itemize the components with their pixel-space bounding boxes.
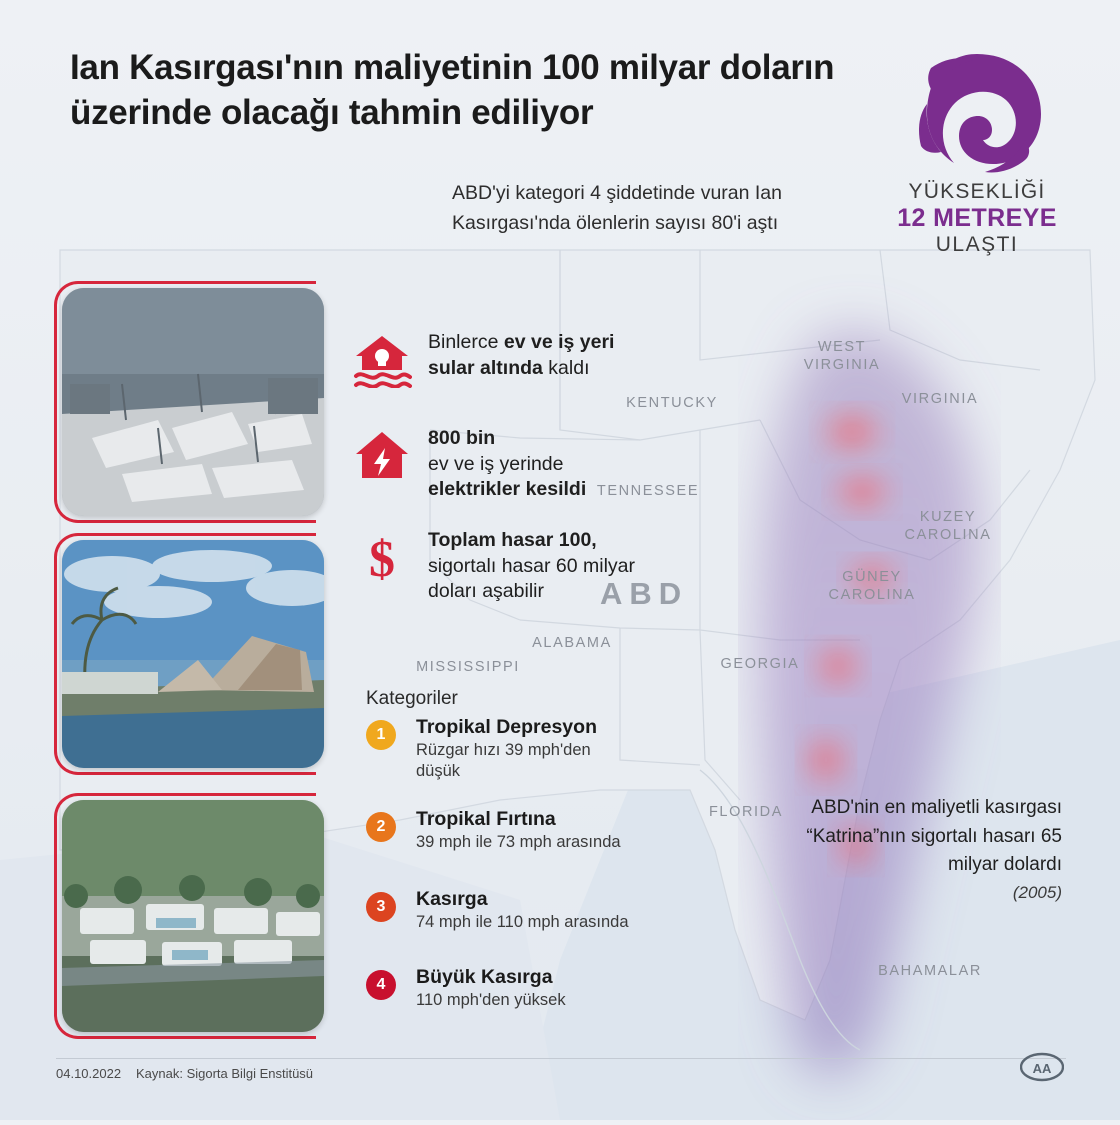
dollar-icon bbox=[352, 530, 412, 586]
photo-boats-debris-image bbox=[62, 288, 324, 516]
category-badge-4: 4 bbox=[366, 970, 396, 1000]
svg-text:$: $ bbox=[369, 531, 395, 586]
svg-text:AA: AA bbox=[1032, 1061, 1052, 1076]
category-name-1: Tropikal Depresyon bbox=[416, 716, 597, 738]
map-label-alabama: ALABAMA bbox=[532, 635, 612, 651]
category-desc-1: Rüzgar hızı 39 mph'den düşük bbox=[416, 741, 591, 781]
map-label-florida: FLORIDA bbox=[708, 804, 784, 820]
badge-line-3: ULAŞTI bbox=[935, 233, 1019, 256]
aa-logo bbox=[1020, 1052, 1064, 1082]
photo-destroyed-building bbox=[62, 540, 324, 768]
katrina-note-year: (2005) bbox=[1012, 882, 1062, 902]
category-name-2: Tropikal Fırtına bbox=[416, 808, 556, 830]
katrina-comparison-note bbox=[802, 794, 1062, 905]
fact-flooded-homes bbox=[352, 330, 652, 381]
category-badge-1: 1 bbox=[366, 720, 396, 750]
category-name-3: Kasırga bbox=[416, 888, 488, 910]
footer-date: 04.10.2022 bbox=[56, 1066, 122, 1081]
fact-flooded-homes-text: Binlerce ev ve iş yeri sular altında kaldı bbox=[428, 331, 615, 379]
house-power-icon bbox=[352, 428, 412, 484]
katrina-note-text: ABD'nin en maliyetli kasırgası “Katrina”nın sigortalı hasarı 65 milyar dolardı bbox=[806, 797, 1062, 875]
photo-flooded-neighborhood-image bbox=[62, 800, 324, 1032]
hurricane-swirl-icon bbox=[907, 48, 1047, 178]
category-desc-3: 74 mph ile 110 mph arasında bbox=[416, 913, 629, 931]
footer-source: Kaynak: Sigorta Bilgi Enstitüsü bbox=[136, 1066, 314, 1081]
map-label-kentucky: KENTUCKY bbox=[626, 395, 718, 411]
footer-divider bbox=[56, 1058, 1066, 1059]
map-label-mississippi: MISSISSIPPI bbox=[416, 659, 520, 675]
page-title: Ian Kasırgası'nın maliyetinin 100 milyar doların üzerinde olacağı tahmin ediliyor bbox=[70, 48, 835, 132]
category-item-1 bbox=[366, 716, 636, 783]
photo-flooded-neighborhood bbox=[62, 800, 324, 1032]
house-flood-icon bbox=[352, 332, 412, 388]
map-label-georgia: GEORGIA bbox=[720, 656, 800, 672]
category-badge-3: 3 bbox=[366, 892, 396, 922]
category-item-4 bbox=[366, 966, 636, 1011]
photo-boats-debris bbox=[62, 288, 324, 516]
category-badge-2: 2 bbox=[366, 812, 396, 842]
fact-total-damage-text: Toplam hasar 100, sigortalı hasar 60 milyar doları aşabilir bbox=[428, 529, 635, 603]
map-label-virginia: VIRGINIA bbox=[901, 391, 979, 407]
category-name-4: Büyük Kasırga bbox=[416, 966, 553, 988]
badge-line-2: 12 METREYE bbox=[897, 204, 1057, 232]
map-label-güney-carolina: GÜNEY CAROLINA bbox=[828, 569, 916, 604]
map-label-tennessee: TENNESSEE bbox=[596, 483, 700, 499]
category-item-3 bbox=[366, 888, 636, 933]
page-subtitle: ABD'yi kategori 4 şiddetinde vuran Ian Kasırgası'nda ölenlerin sayısı 80'i aştı bbox=[452, 182, 782, 235]
map-label-bahamalar: BAHAMALAR bbox=[878, 963, 982, 979]
photo-destroyed-building-image bbox=[62, 540, 324, 768]
map-label-country: ABD bbox=[600, 576, 689, 611]
category-item-2 bbox=[366, 808, 636, 853]
badge-line-1: YÜKSEKLİĞİ bbox=[908, 180, 1046, 203]
fact-power-outage-text: 800 bin ev ve iş yerinde elektrikler kesildi bbox=[428, 427, 587, 501]
storm-height-badge bbox=[892, 48, 1062, 257]
categories-title: Kategoriler bbox=[366, 688, 458, 709]
map-label-west-virginia: WEST VIRGINIA bbox=[803, 339, 881, 374]
category-desc-2: 39 mph ile 73 mph arasında bbox=[416, 833, 621, 851]
map-label-kuzey-carolina: KUZEY CAROLINA bbox=[904, 509, 992, 544]
category-desc-4: 110 mph'den yüksek bbox=[416, 991, 566, 1009]
